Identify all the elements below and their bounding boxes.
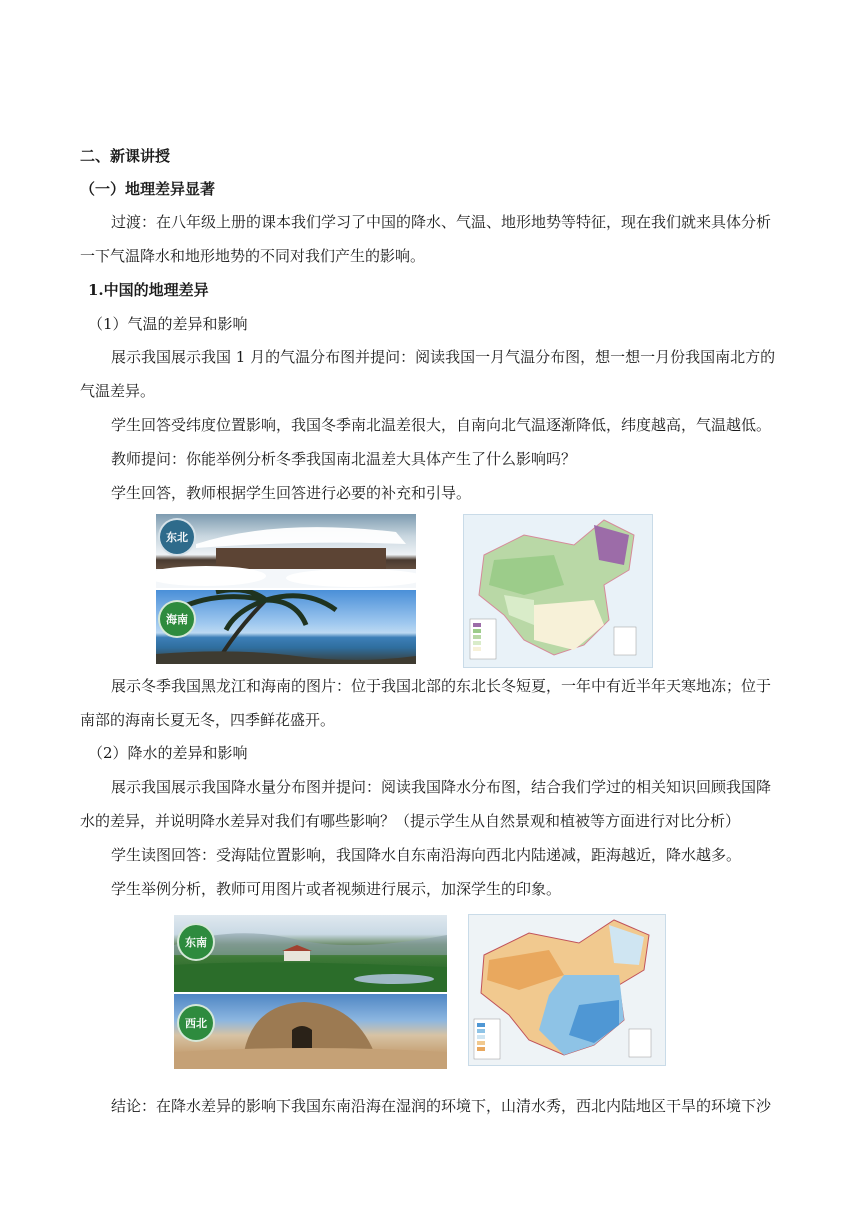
transition-line-1: 过渡：在八年级上册的课本我们学习了中国的降水、气温、地形地势等特征，现在我们就来具体分析 xyxy=(111,213,772,231)
southeast-landscape-photo xyxy=(174,915,447,992)
precip-heading: （2）降水的差异和影响 xyxy=(88,744,248,762)
sub-heading: （一）地理差异显著 xyxy=(80,180,216,198)
conclusion-line: 结论：在降水差异的影响下我国东南沿海在湿润的环境下，山清水秀，西北内陆地区干旱的环境下沙 xyxy=(111,1097,772,1115)
southeast-tag: 东南 xyxy=(177,923,215,961)
temp-paragraph-1-line-1: 展示我国展示我国 1 月的气温分布图并提问：阅读我国一月气温分布图，想一想一月份我国南北方的 xyxy=(111,348,776,366)
january-temperature-map xyxy=(463,514,653,668)
item-heading: 1.中国的地理差异 xyxy=(88,281,209,299)
temp-paragraph-5-line-2: 南部的海南长夏无冬，四季鲜花盛开。 xyxy=(80,711,336,729)
section-heading: 二、新课讲授 xyxy=(80,147,171,165)
temp-paragraph-5-line-1: 展示冬季我国黑龙江和海南的图片：位于我国北部的东北长冬短夏，一年中有近半年天寒地冻；位于 xyxy=(111,677,772,695)
temp-paragraph-1-line-2: 气温差异。 xyxy=(80,382,156,400)
precip-paragraph-2: 学生读图回答：受海陆位置影响，我国降水自东南沿海向西北内陆递减，距海越近，降水越多。 xyxy=(111,846,742,864)
precipitation-map xyxy=(468,914,666,1066)
northeast-tag: 东北 xyxy=(158,518,196,556)
transition-line-2: 一下气温降水和地形地势的不同对我们产生的影响。 xyxy=(80,247,426,265)
northwest-tag: 西北 xyxy=(177,1004,215,1042)
temp-paragraph-3: 教师提问：你能举例分析冬季我国南北温差大具体产生了什么影响吗？ xyxy=(111,450,577,468)
precip-paragraph-1-line-1: 展示我国展示我国降水量分布图并提问：阅读我国降水分布图，结合我们学过的相关知识回顾我国降 xyxy=(111,778,772,796)
temp-paragraph-4: 学生回答，教师根据学生回答进行必要的补充和引导。 xyxy=(111,484,472,502)
hainan-beach-photo xyxy=(156,590,416,664)
hainan-tag: 海南 xyxy=(158,600,196,638)
northeast-snow-photo xyxy=(156,514,416,588)
temp-heading: （1）气温的差异和影响 xyxy=(88,315,248,333)
precip-paragraph-1-line-2: 水的差异，并说明降水差异对我们有哪些影响？（提示学生从自然景观和植被等方面进行对比分析） xyxy=(80,812,741,830)
northwest-desert-photo xyxy=(174,994,447,1069)
precip-paragraph-3: 学生举例分析，教师可用图片或者视频进行展示，加深学生的印象。 xyxy=(111,880,562,898)
temp-paragraph-2: 学生回答受纬度位置影响，我国冬季南北温差很大，自南向北气温逐渐降低，纬度越高，气温越低。 xyxy=(111,416,772,434)
